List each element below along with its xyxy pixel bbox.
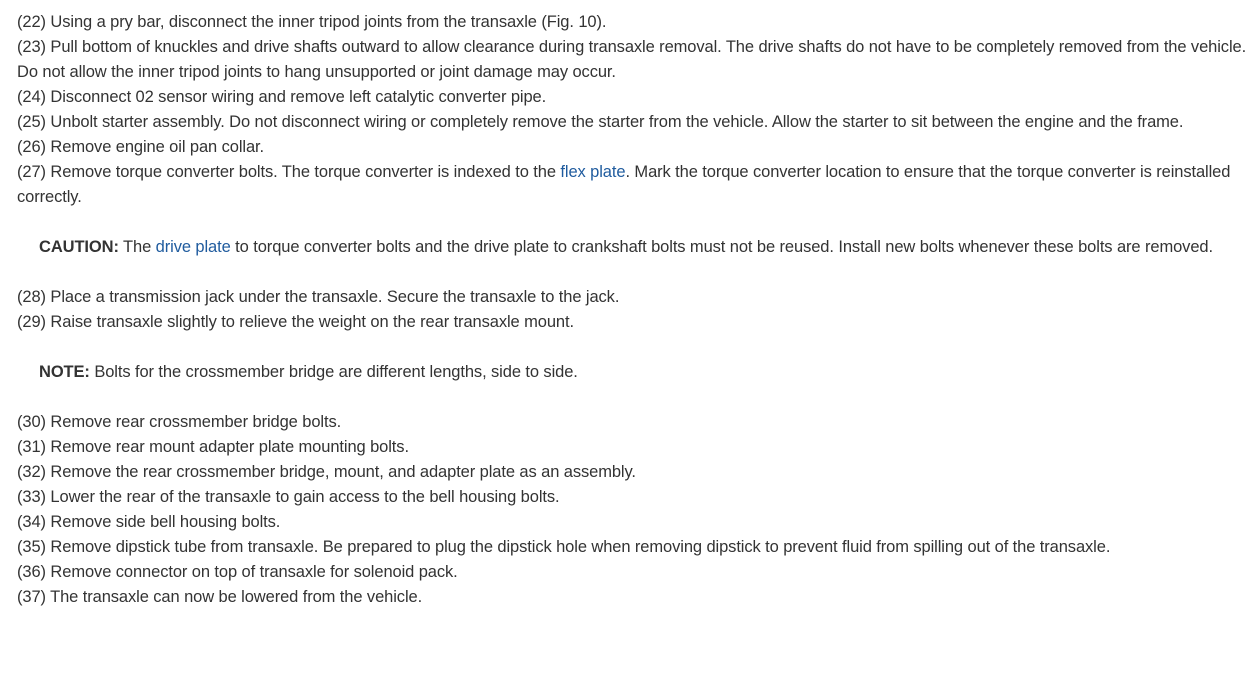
step-26: (26) Remove engine oil pan collar. [17,138,264,156]
step-27-text-end: . Mark the torque converter location to ensure that the torque converter is reinstalled correctly. [17,163,1231,206]
spacer [17,335,1247,360]
step-30: (30) Remove rear crossmember bridge bolts. [17,413,342,431]
note-text: Bolts for the crossmember bridge are different lengths, side to side. [89,363,578,381]
step-28: (28) Place a transmission jack under the transaxle. Secure the transaxle to the jack. [17,288,620,306]
step-27 [17,160,1247,210]
step-33: (33) Lower the rear of the transaxle to gain access to the bell housing bolts. [17,488,560,506]
step-24: (24) Disconnect 02 sensor wiring and remove left catalytic converter pipe. [17,88,547,106]
step-31: (31) Remove rear mount adapter plate mounting bolts. [17,438,409,456]
caution-text-start: The [118,238,156,256]
step-25: (25) Unbolt starter assembly. Do not disconnect wiring or completely remove the starter from the vehicle. Allow the starter to sit between the engine and the frame. [17,113,1184,131]
step-23: (23) Pull bottom of knuckles and drive shafts outward to allow clearance during transaxle removal. The drive shafts do not have to be completely removed from the vehicle. Do not allow the inner tripod joints to hang unsupported or joint damage may occur. [17,38,1247,81]
step-29: (29) Raise transaxle slightly to relieve the weight on the rear transaxle mount. [17,313,574,331]
step-22: (22) Using a pry bar, disconnect the inner tripod joints from the transaxle (Fig. 10). [17,13,607,31]
step-35: (35) Remove dipstick tube from transaxle. Be prepared to plug the dipstick hole when removing dipstick to prevent fluid from spilling out of the transaxle. [17,538,1111,556]
spacer [17,385,1247,410]
flex-plate-link[interactable]: flex plate [560,163,626,181]
caution-text-end: to torque converter bolts and the drive plate to crankshaft bolts must not be reused. Install new bolts whenever these bolts are removed. [230,238,1213,256]
step-32: (32) Remove the rear crossmember bridge, mount, and adapter plate as an assembly. [17,463,636,481]
caution-label: CAUTION: [39,238,119,256]
note-label: NOTE: [39,363,90,381]
step-37: (37) The transaxle can now be lowered from the vehicle. [17,588,423,606]
drive-plate-link[interactable]: drive plate [155,238,231,256]
spacer [17,210,1247,235]
caution-callout [17,235,1247,260]
spacer [17,260,1247,285]
step-27-text-start: (27) Remove torque converter bolts. The torque converter is indexed to the [17,163,561,181]
step-36: (36) Remove connector on top of transaxle for solenoid pack. [17,563,458,581]
step-34: (34) Remove side bell housing bolts. [17,513,281,531]
note-callout [17,360,1247,385]
